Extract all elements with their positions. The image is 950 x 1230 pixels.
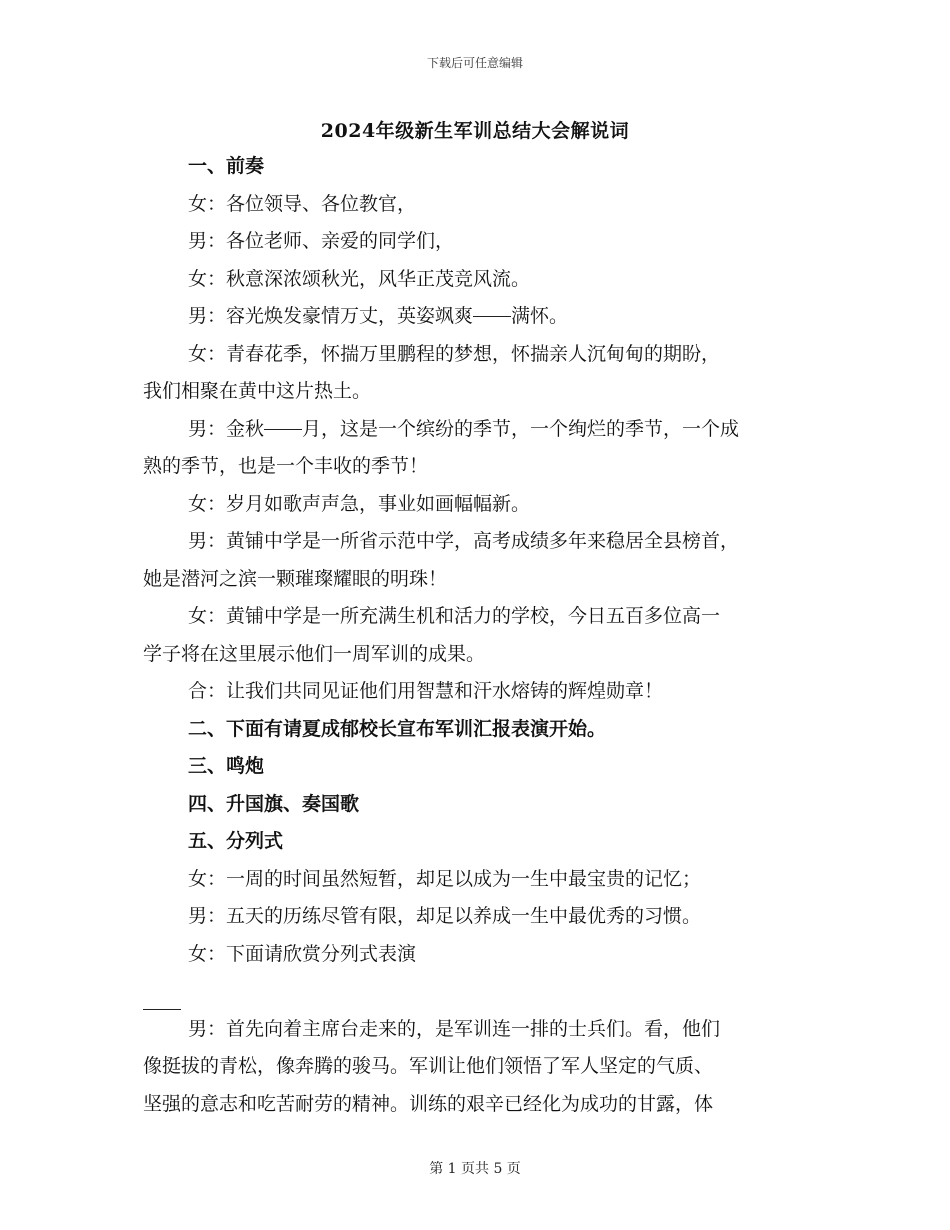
paragraph-line: 女：下面请欣赏分列式表演 <box>188 942 417 965</box>
paragraph-line: 学子将在这里展示他们一周军训的成果。 <box>143 642 486 665</box>
paragraph-line: 我们相聚在黄中这片热土。 <box>143 380 372 402</box>
paragraph-line: 男：各位老师、亲爱的同学们， <box>188 230 455 252</box>
blank-underline <box>143 991 181 1010</box>
paragraph-line: 合：让我们共同见证他们用智慧和汗水熔铸的辉煌勋章！ <box>188 680 664 702</box>
section-heading: 三、鸣炮 <box>188 755 265 777</box>
paragraph-line: 女：一周的时间虽然短暂，却足以成为一生中最宝贵的记忆； <box>188 867 702 890</box>
document-body <box>143 148 808 1123</box>
paragraph-line: 她是潜河之滨一颗璀璨耀眼的明珠！ <box>143 567 448 590</box>
blank-rule-line <box>143 973 808 1011</box>
paragraph-line: 女：秋意深浓颂秋光，风华正茂竞风流。 <box>188 267 531 290</box>
section-heading: 一、前奏 <box>188 155 265 177</box>
paragraph-line: 男：五天的历练尽管有限，却足以养成一生中最优秀的习惯。 <box>188 905 702 927</box>
paragraph-line: 坚强的意志和吃苦耐劳的精神。训练的艰辛已经化为成功的甘露，体 <box>143 1092 714 1115</box>
paragraph-line: 男：黄铺中学是一所省示范中学，高考成绩多年来稳居全县榜首， <box>188 530 740 552</box>
blank-underline <box>473 298 511 317</box>
section-heading: 四、升国旗、奏国歌 <box>188 792 360 815</box>
paragraph-line: 女：各位领导、各位教官， <box>188 192 417 215</box>
paragraph-line: 男：容光焕发豪情万丈，英姿飒爽 满怀。 <box>143 298 808 336</box>
section-heading: 二、下面有请夏成郁校长宣布军训汇报表演开始。 <box>188 717 607 740</box>
paragraph-line: 女：青春花季，怀揣万里鹏程的梦想，怀揣亲人沉甸甸的期盼， <box>188 342 721 365</box>
paragraph-line: 男：首先向着主席台走来的，是军训连一排的士兵们。看，他们 <box>188 1017 721 1040</box>
document-title: 2024年级新生军训总结大会解说词 <box>320 120 630 142</box>
blank-underline <box>264 411 302 430</box>
paragraph-line: 女：岁月如歌声声急，事业如画幅幅新。 <box>188 492 531 515</box>
paragraph-line: 熟的季节，也是一个丰收的季节！ <box>143 455 429 477</box>
paragraph-line: 男：金秋 月，这是一个缤纷的季节，一个绚烂的季节，一个成 <box>143 411 808 449</box>
page-footer: 第 1 页共 5 页 <box>429 1161 521 1177</box>
section-heading: 五、分列式 <box>188 830 284 852</box>
paragraph-line: 像挺拔的青松，像奔腾的骏马。军训让他们领悟了军人坚定的气质、 <box>143 1055 714 1077</box>
paragraph-line: 女：黄铺中学是一所充满生机和活力的学校，今日五百多位高一 <box>188 605 721 627</box>
page-header: 下载后可任意编辑 <box>426 56 523 70</box>
